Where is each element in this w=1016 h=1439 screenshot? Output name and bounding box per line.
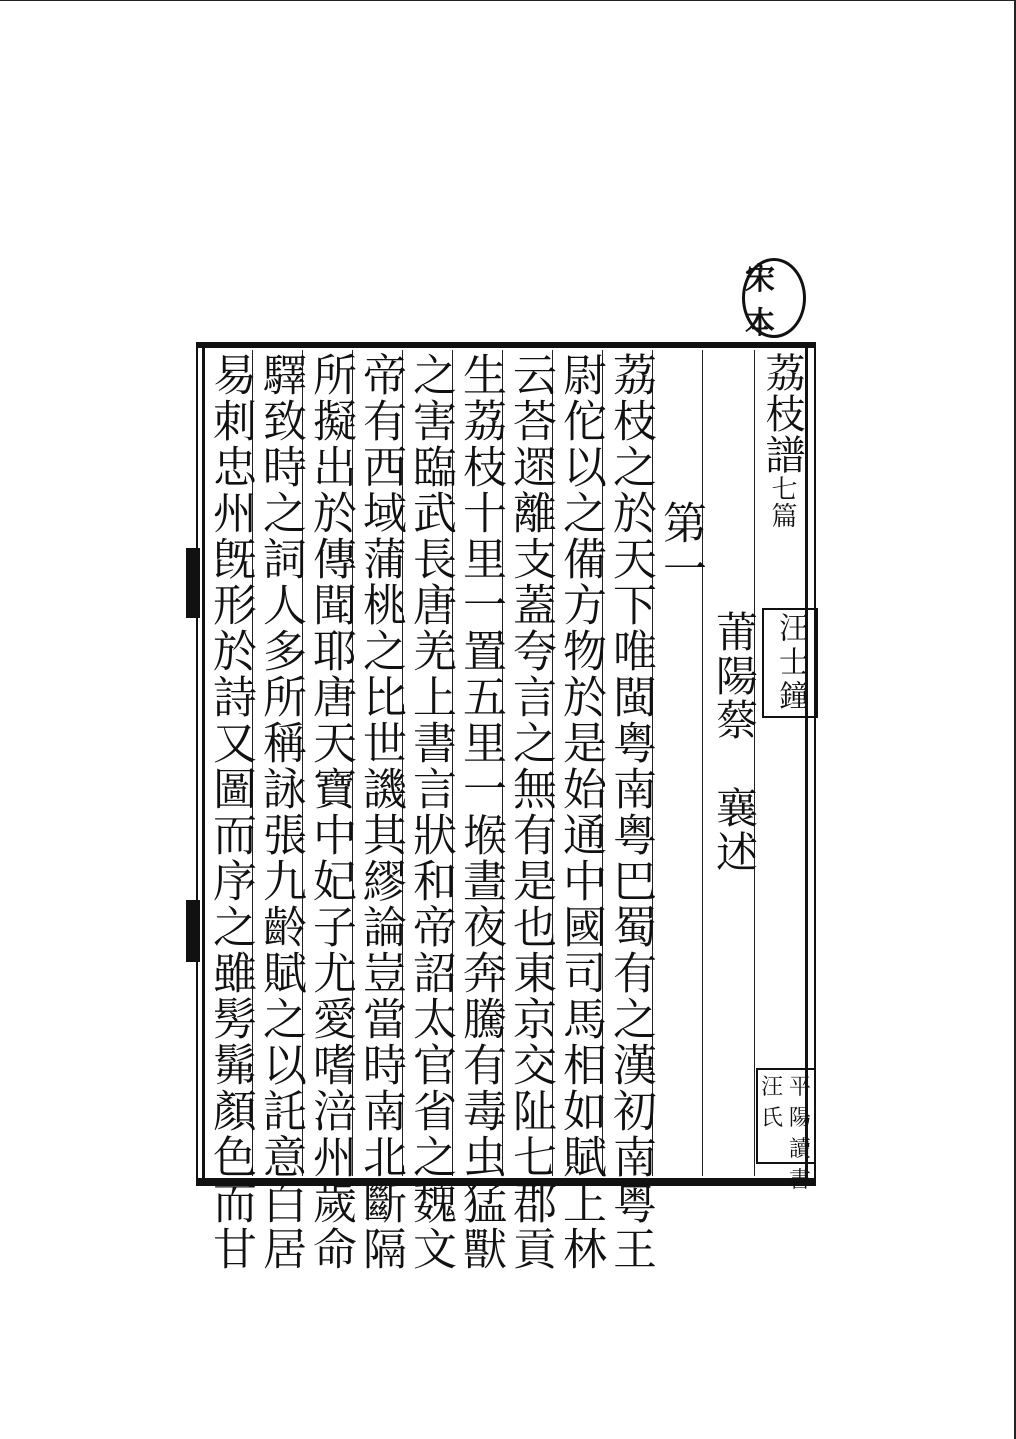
text-column: 所擬出於傳聞耶唐天寶中妃子尤愛嗜涪州歲命 (305, 352, 356, 1272)
collector-seal-text: 平陽 (788, 1075, 811, 1131)
title-main: 荔枝譜 (759, 352, 805, 475)
text-column: 驛致時之詞人多所稱詠張九齡賦之以託意白居 (255, 352, 306, 1272)
collector-seal-text: 讀書 (788, 1137, 811, 1193)
text-column: 尉佗以之備方物於是始通中國司馬相如賦上林 (555, 352, 606, 1272)
collector-seal (756, 1068, 816, 1193)
fold-mark-upper (186, 548, 200, 618)
collector-seal-text: 汪氏 (760, 1075, 783, 1131)
chapter-heading: 第一 (655, 500, 706, 592)
book-title (756, 352, 808, 529)
square-seal-text: 汪士鐘 (773, 612, 808, 714)
text-column: 云荅遝離支蓋夸言之無有是也東京交阯七郡貢 (505, 352, 556, 1272)
page-top-edge (0, 0, 1016, 1)
fold-mark-lower (186, 900, 200, 962)
square-seal (762, 608, 818, 718)
text-column: 之害臨武長唐羌上書言狀和帝詔太官省之魏文 (405, 352, 456, 1272)
title-sub: 七篇 (767, 475, 797, 529)
text-column: 易刺忠州旣形於詩又圖而序之雖髣髴顏色而甘 (205, 352, 256, 1272)
frame-top-border (196, 342, 816, 348)
text-column: 生荔枝十里一置五里一堠晝夜奔騰有毒虫猛獸 (455, 352, 506, 1272)
round-seal-text: 宋本 (745, 262, 775, 341)
round-seal (742, 258, 806, 341)
author-line: 莆陽蔡 襄述 (710, 610, 759, 874)
text-column: 帝有西域蒲桃之比世譏其繆論豈當時南北斷隔 (355, 352, 406, 1272)
text-column: 荔枝之於天下唯閩粤南粤巴蜀有之漢初南粤王 (605, 352, 656, 1272)
column-rule (702, 350, 703, 1176)
